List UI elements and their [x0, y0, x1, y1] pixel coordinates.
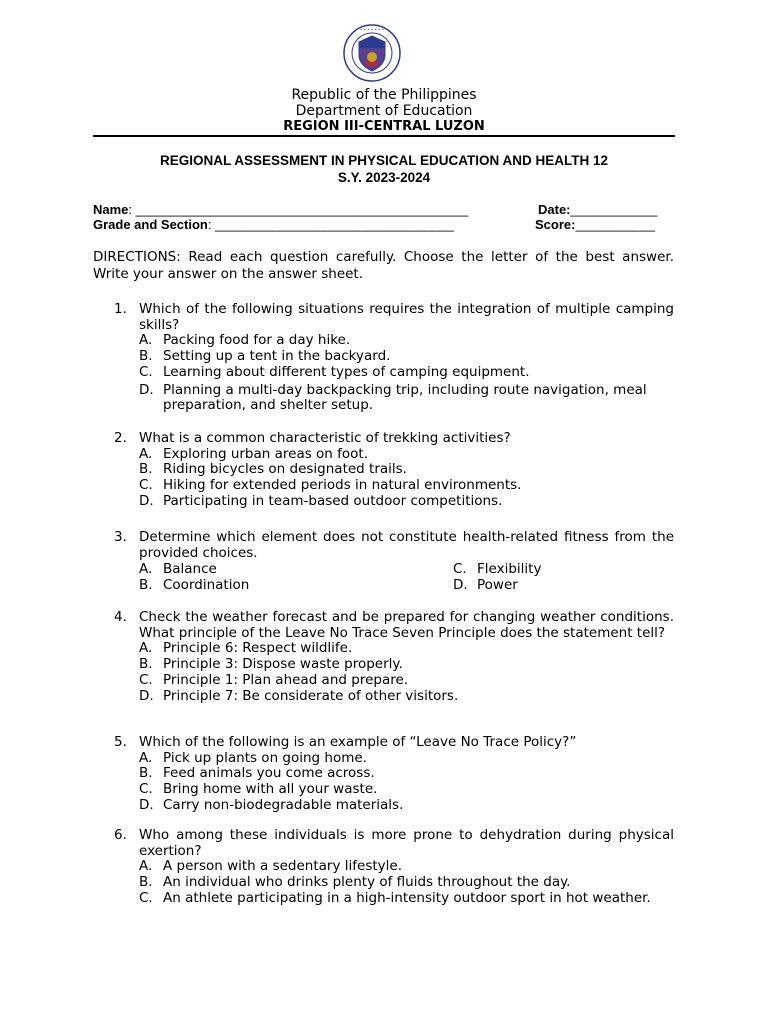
option-a: A. Balance: [139, 561, 217, 578]
question-text: What is a common characteristic of trekking activities?: [139, 430, 511, 446]
option-c: C. An athlete participating in a high-intensity outdoor sport in hot weather.: [139, 889, 651, 906]
question-number: 3.: [114, 529, 127, 545]
question-2: [93, 431, 674, 510]
directions: DIRECTIONS: Read each question carefully. Choose the letter of the best answer. Write your answer on the answer sheet.: [93, 249, 674, 282]
option-d: D. Planning a multi-day backpacking trip, including route navigation, meal preparation, and shelter setup.: [139, 381, 647, 414]
score-label: Score:: [535, 217, 576, 232]
question-1: [93, 302, 674, 414]
date-blank: ____________: [570, 202, 658, 217]
question-4: [93, 610, 674, 704]
option-a: A. Packing food for a day hike.: [139, 332, 351, 349]
school-year: S.Y. 2023-2024: [337, 170, 431, 185]
option-d: D. Carry non-biodegradable materials.: [139, 796, 404, 813]
option-b: B. Setting up a tent in the backyard.: [139, 348, 391, 365]
option-d: D. Participating in team-based outdoor competitions.: [139, 492, 503, 509]
date-field[interactable]: [538, 202, 657, 217]
question-text: Determine which element does not constitute health-related fitness from the provided choices.: [139, 529, 674, 561]
question-text: Who among these individuals is more prone to dehydration during physical exertion?: [139, 827, 674, 859]
question-text: Which of the following is an example of “Leave No Trace Policy?”: [139, 734, 577, 750]
score-field[interactable]: [535, 217, 655, 232]
option-c: C. Flexibility: [453, 561, 542, 578]
option-b: B. Riding bicycles on designated trails.: [139, 461, 407, 478]
option-c: C. Principle 1: Plan ahead and prepare.: [139, 671, 409, 688]
question-text: Which of the following situations requires the integration of multiple camping skills?: [139, 301, 674, 333]
option-d: D. Principle 7: Be considerate of other visitors.: [139, 687, 459, 704]
name-label: Name: [93, 202, 129, 217]
question-6: [93, 828, 674, 907]
grade-section-field[interactable]: [93, 217, 454, 232]
question-3: [93, 530, 674, 594]
option-a: A. Pick up plants on going home.: [139, 749, 367, 766]
option-a: A. A person with a sedentary lifestyle.: [139, 858, 402, 875]
header-divider: [93, 135, 675, 137]
option-a: A. Exploring urban areas on foot.: [139, 445, 369, 462]
option-b: B. An individual who drinks plenty of fluids throughout the day.: [139, 874, 571, 891]
region-line: REGION III-CENTRAL LUZON: [283, 119, 485, 134]
department-line: Department of Education: [295, 103, 473, 119]
option-b: B. Feed animals you come across.: [139, 765, 375, 782]
name-field[interactable]: [93, 202, 468, 217]
question-number: 2.: [114, 430, 127, 446]
score-blank: ___________: [575, 217, 655, 232]
option-d: D. Power: [453, 577, 518, 594]
assessment-title: REGIONAL ASSESSMENT IN PHYSICAL EDUCATION AND HEALTH 12: [159, 153, 609, 168]
question-number: 5.: [114, 734, 127, 750]
question-number: 1.: [114, 301, 127, 317]
name-blank: : ______________________________________________: [128, 202, 469, 217]
question-number: 4.: [114, 609, 127, 625]
deped-seal-logo: [341, 24, 403, 82]
option-b: B. Principle 3: Dispose waste properly.: [139, 656, 403, 673]
option-c: C. Bring home with all your waste.: [139, 781, 378, 798]
option-c: C. Learning about different types of camping equipment.: [139, 363, 530, 380]
option-a: A. Principle 6: Respect wildlife.: [139, 640, 353, 657]
grade-section-label: Grade and Section: [93, 217, 208, 232]
grade-section-blank: : _________________________________: [207, 217, 454, 232]
question-number: 6.: [114, 827, 127, 843]
svg-text:• • • • • • •: • • • • • • •: [359, 27, 385, 32]
question-5: [93, 735, 674, 814]
question-text: Check the weather forecast and be prepared for changing weather conditions. What principle of the Leave No Trace Seven Principle does the statement tell?: [139, 609, 674, 641]
option-b: B. Coordination: [139, 577, 250, 594]
date-label: Date:: [538, 202, 571, 217]
option-c: C. Hiking for extended periods in natural environments.: [139, 477, 522, 494]
republic-line: Republic of the Philippines: [291, 87, 477, 103]
